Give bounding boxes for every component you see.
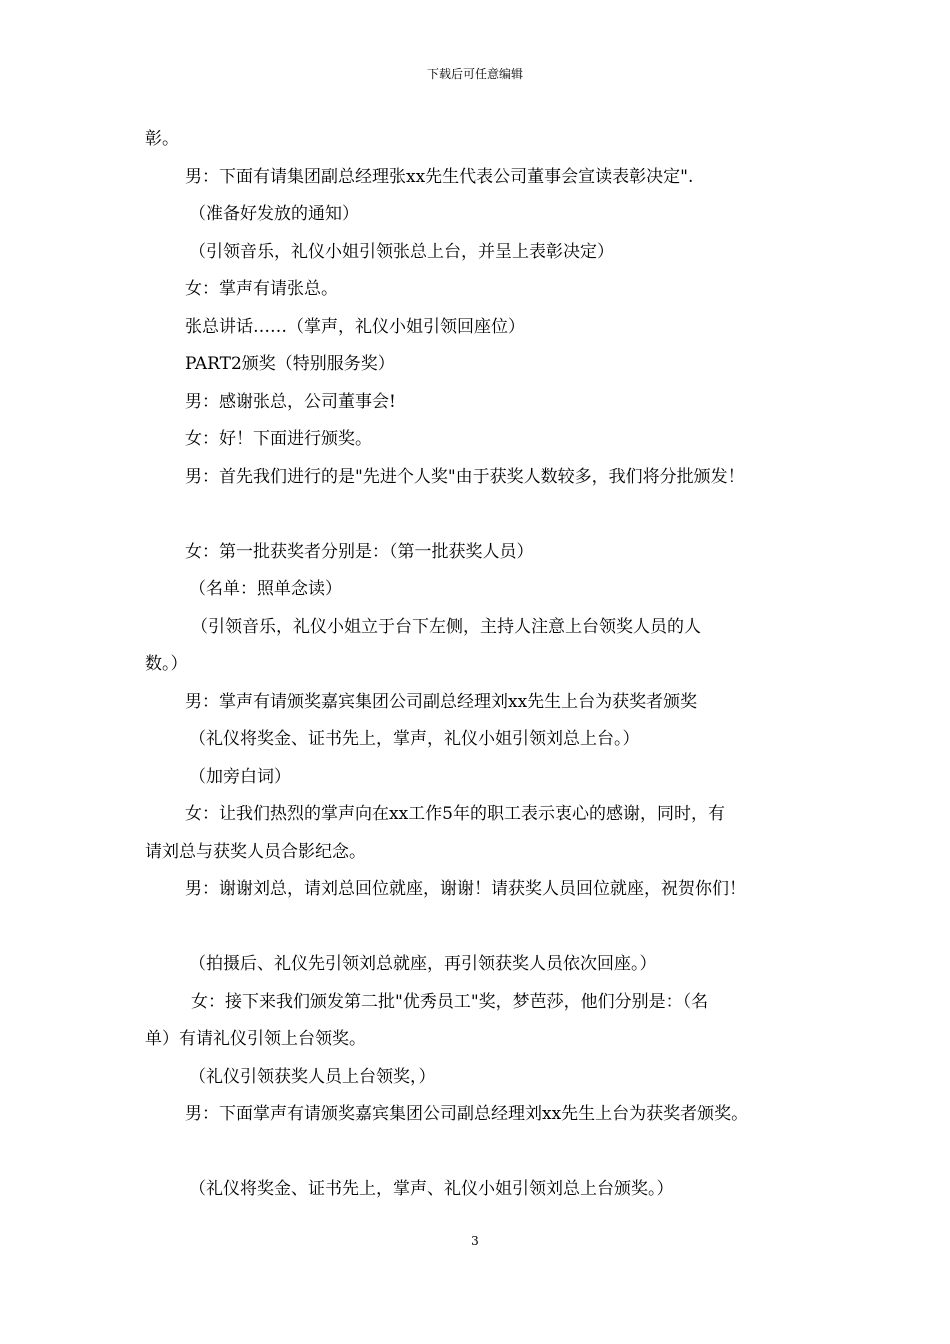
text-line: 女：第一批获奖者分别是：（第一批获奖人员）	[185, 541, 534, 562]
text-line: （礼仪将奖金、证书先上，掌声，礼仪小姐引领刘总上台。）	[189, 729, 640, 749]
text-line: 张总讲话……（掌声，礼仪小姐引领回座位）	[185, 316, 525, 337]
text-line: 女：接下来我们颁发第二批"优秀员工"奖，梦芭莎，他们分别是：（名	[191, 991, 709, 1012]
page-number: 3	[471, 1234, 479, 1248]
blank-line	[145, 1134, 825, 1172]
text-line: （礼仪将奖金、证书先上，掌声、礼仪小姐引领刘总上台颁奖。）	[189, 1179, 674, 1199]
text-line: 男：谢谢刘总，请刘总回位就座，谢谢！请获奖人员回位就座，祝贺你们！	[185, 879, 746, 899]
text-line: 单）有请礼仪引领上台领奖。	[145, 1029, 366, 1049]
text-line: 男：掌声有请颁奖嘉宾集团公司副总经理刘xx先生上台为获奖者颁奖	[185, 691, 698, 712]
text-line: 男：感谢张总，公司董事会!	[185, 391, 396, 412]
text-line: （礼仪引领获奖人员上台领奖，）	[189, 1066, 436, 1087]
text-line: 请刘总与获奖人员合影纪念。	[145, 841, 366, 862]
text-line: 女：好！下面进行颁奖。	[185, 429, 372, 449]
text-line: 女：让我们热烈的掌声向在xx工作5年的职工表示衷心的感谢，同时，有	[185, 804, 725, 824]
page-header: 下载后可任意编辑	[426, 67, 523, 81]
text-line: 男：下面掌声有请颁奖嘉宾集团公司副总经理刘xx先生上台为获奖者颁奖。	[185, 1104, 749, 1124]
text-line: （加旁白词）	[189, 766, 291, 787]
text-line: 男：下面有请集团副总经理张xx先生代表公司董事会宣读表彰决定".	[185, 166, 694, 187]
blank-line	[145, 496, 825, 534]
text-line: 女：掌声有请张总。	[185, 279, 338, 299]
text-line: 彰。	[145, 129, 179, 149]
document-body	[145, 121, 825, 1209]
blank-line	[145, 909, 825, 947]
text-line: （引领音乐，礼仪小姐引领张总上台，并呈上表彰决定）	[189, 241, 614, 262]
text-line: （引领音乐，礼仪小姐立于台下左侧，主持人注意上台领奖人员的人	[191, 616, 701, 637]
text-line: 数。）	[145, 654, 188, 674]
text-line: 男：首先我们进行的是"先进个人奖"由于获奖人数较多，我们将分批颁发！	[185, 466, 745, 487]
text-line: （准备好发放的通知）	[189, 204, 359, 224]
text-line: （拍摄后、礼仪先引领刘总就座，再引领获奖人员依次回座。）	[189, 954, 657, 974]
text-line: PART2颁奖（特别服务奖）	[185, 354, 395, 374]
text-line: （名单：照单念读）	[189, 579, 342, 599]
